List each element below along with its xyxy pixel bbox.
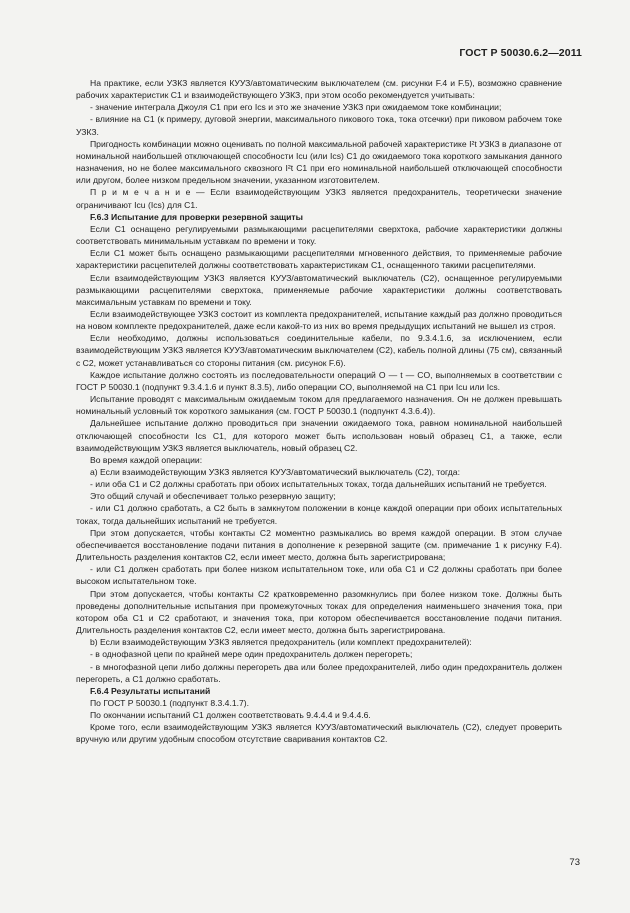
list-item: - или C1 должен сработать при более низком испытательном токе, или оба C1 и C2 должны сработать при более высоком испытательном токе. (76, 564, 562, 587)
paragraph: Если C1 может быть оснащено размыкающими расцепителями мгновенного действия, то применяемые рабочие характеристики расцепителей должны соответствовать характеристикам C1, оснащенного такими расцепителями. (76, 248, 562, 271)
paragraph: Если C1 оснащено регулируемыми размыкающими расцепителями сверхтока, рабочие характеристики должны соответствовать минимальным уставкам по времени и току. (76, 223, 562, 247)
list-item: - или C1 должно сработать, а C2 быть в замкнутом положении в конце каждой операции при обоих испытательных токах, тогда дальнейших испытаний не требуется. (76, 503, 562, 526)
paragraph: Каждое испытание должно состоять из последовательности операций O — t — CO, выполняемых в соответствии с ГОСТ Р 50030.1 (подпункт 9.3.4.1.6 и пункт 8.3.5), либо операции CO, выполняемой на C1 при Icu или Ics. (76, 369, 562, 392)
list-item: b) Если взаимодействующим УЗКЗ является предохранитель (или комплект предохранителей): (90, 637, 472, 648)
paragraph: Кроме того, если взаимодействующим УЗКЗ является КУУЗ/автоматический выключатель (C2), следует проверить вручную или другим удобным способом отсутствие сваривания контактов C2. (76, 722, 562, 745)
section-heading-f64: F.6.4 Результаты испытаний (90, 685, 211, 696)
list-item: a) Если взаимодействующим УЗКЗ является КУУЗ/автоматический выключатель (C2), тогда: (90, 467, 460, 477)
standard-header: ГОСТ Р 50030.6.2—2011 (459, 47, 582, 59)
paragraph: Пригодность комбинации можно оценивать по полной максимальной рабочей характеристике I²t УЗКЗ в диапазоне от номинальной наибольшей отключающей способности Icu (или Ics) C1 до ожидаемого тока короткого замыкания данного назначения, но не более максимального сквозного I²t C1 при его номинальной наибольшей отключающей способности или другом, более низком предельном значении, указанном изготовителем. (76, 138, 562, 186)
paragraph: Если взаимодействующее УЗКЗ состоит из комплекта предохранителей, испытание каждый раз должно проводиться на новом комплекте предохранителей, даже если какой-то из них во время предыдущих испытаний не вышел из строя. (76, 308, 562, 332)
list-item: - в многофазной цепи либо должны перегореть два или более предохранителей, либо один предохранитель должен перегореть, а C1 должно сработать. (76, 661, 562, 684)
paragraph: Во время каждой операции: (90, 454, 203, 465)
paragraph: На практике, если УЗКЗ является КУУЗ/автоматическим выключателем (см. рисунки F.4 и F.5), возможно сравнение рабочих характеристик C1 и взаимодействующего УЗКЗ, при этом особо рекомендуется учитывать: (76, 78, 562, 101)
paragraph: Если необходимо, должны использоваться соединительные кабели, по 9.3.4.1.6, за исключением, если взаимодействующим УЗКЗ является КУУЗ/автоматическим выключателем (C2), кабель полной длины (75 см), связанный с C2, может устанавливаться со стороны питания (см. рисунок F.6). (76, 333, 562, 368)
list-item: - значение интеграла Джоуля C1 при его Ics и это же значение УЗКЗ при ожидаемом токе комбинации; (90, 102, 502, 113)
paragraph: Дальнейшее испытание должно проводиться при значении ожидаемого тока, равном номинальной наибольшей отключающей способности Ics C1, для которого может быть использован новый образец C1, а также, если взаимодействующим УЗКЗ является выключатель, новый образец C2. (76, 418, 562, 453)
paragraph: По ГОСТ Р 50030.1 (подпункт 8.3.4.1.7). (90, 697, 250, 708)
page-number: 73 (569, 857, 580, 868)
list-item: - влияние на C1 (к примеру, дуговой энергии, максимального пикового тока, тока отсечки) при пиковом рабочем токе УЗКЗ. (76, 114, 562, 137)
paragraph: Если взаимодействующим УЗКЗ является КУУЗ/автоматический выключатель (C2), оснащенное регулируемыми размыкающими расцепителями сверхтока, применяемые рабочие характеристики должны соответствовать максимальным уставкам по времени и току. (76, 272, 562, 307)
list-item: - в однофазной цепи по крайней мере один предохранитель должен перегореть; (90, 649, 413, 660)
paragraph: Это общий случай и обеспечивает только резервную защиту; (90, 491, 336, 502)
document-body (76, 77, 562, 746)
list-item: - или оба C1 и C2 должны сработать при обоих испытательных токах, тогда дальнейших испытаний не требуется. (90, 479, 547, 490)
paragraph: По окончании испытаний C1 должен соответствовать 9.4.4.4 и 9.4.4.6. (90, 710, 371, 721)
section-heading-f63: F.6.3 Испытание для проверки резервной защиты (90, 211, 303, 222)
paragraph: При этом допускается, чтобы контакты C2 кратковременно разомкнулись при более низком токе. Должны быть проведены дополнительные испытания при промежуточных токах для определения наименьшего значения тока, при котором оба C1 и C2 сработают, и значения тока, при котором обеспечивается восстановление подачи питания. Длительность разделения контактов C2, если имеет место, должна быть зарегистрирована. (76, 588, 562, 636)
note: П р и м е ч а н и е — Если взаимодействующим УЗКЗ является предохранитель, теоретически значение ограничивают Icu (Ics) для C1. (76, 187, 562, 210)
paragraph: Испытание проводят с максимальным ожидаемым током для предлагаемого назначения. Он не должен превышать номинальный условный ток короткого замыкания (см. ГОСТ Р 50030.1 (подпункт 4.3.6.4)). (76, 394, 562, 417)
paragraph: При этом допускается, чтобы контакты C2 моментно размыкались во время каждой операции. В этом случае обеспечивается восстановление подачи питания в дополнение к резервной защите (см. примечание 1 к рисунку F.4). Длительность разделения контактов C2, если имеет место, должна быть зарегистрирована; (76, 527, 562, 563)
